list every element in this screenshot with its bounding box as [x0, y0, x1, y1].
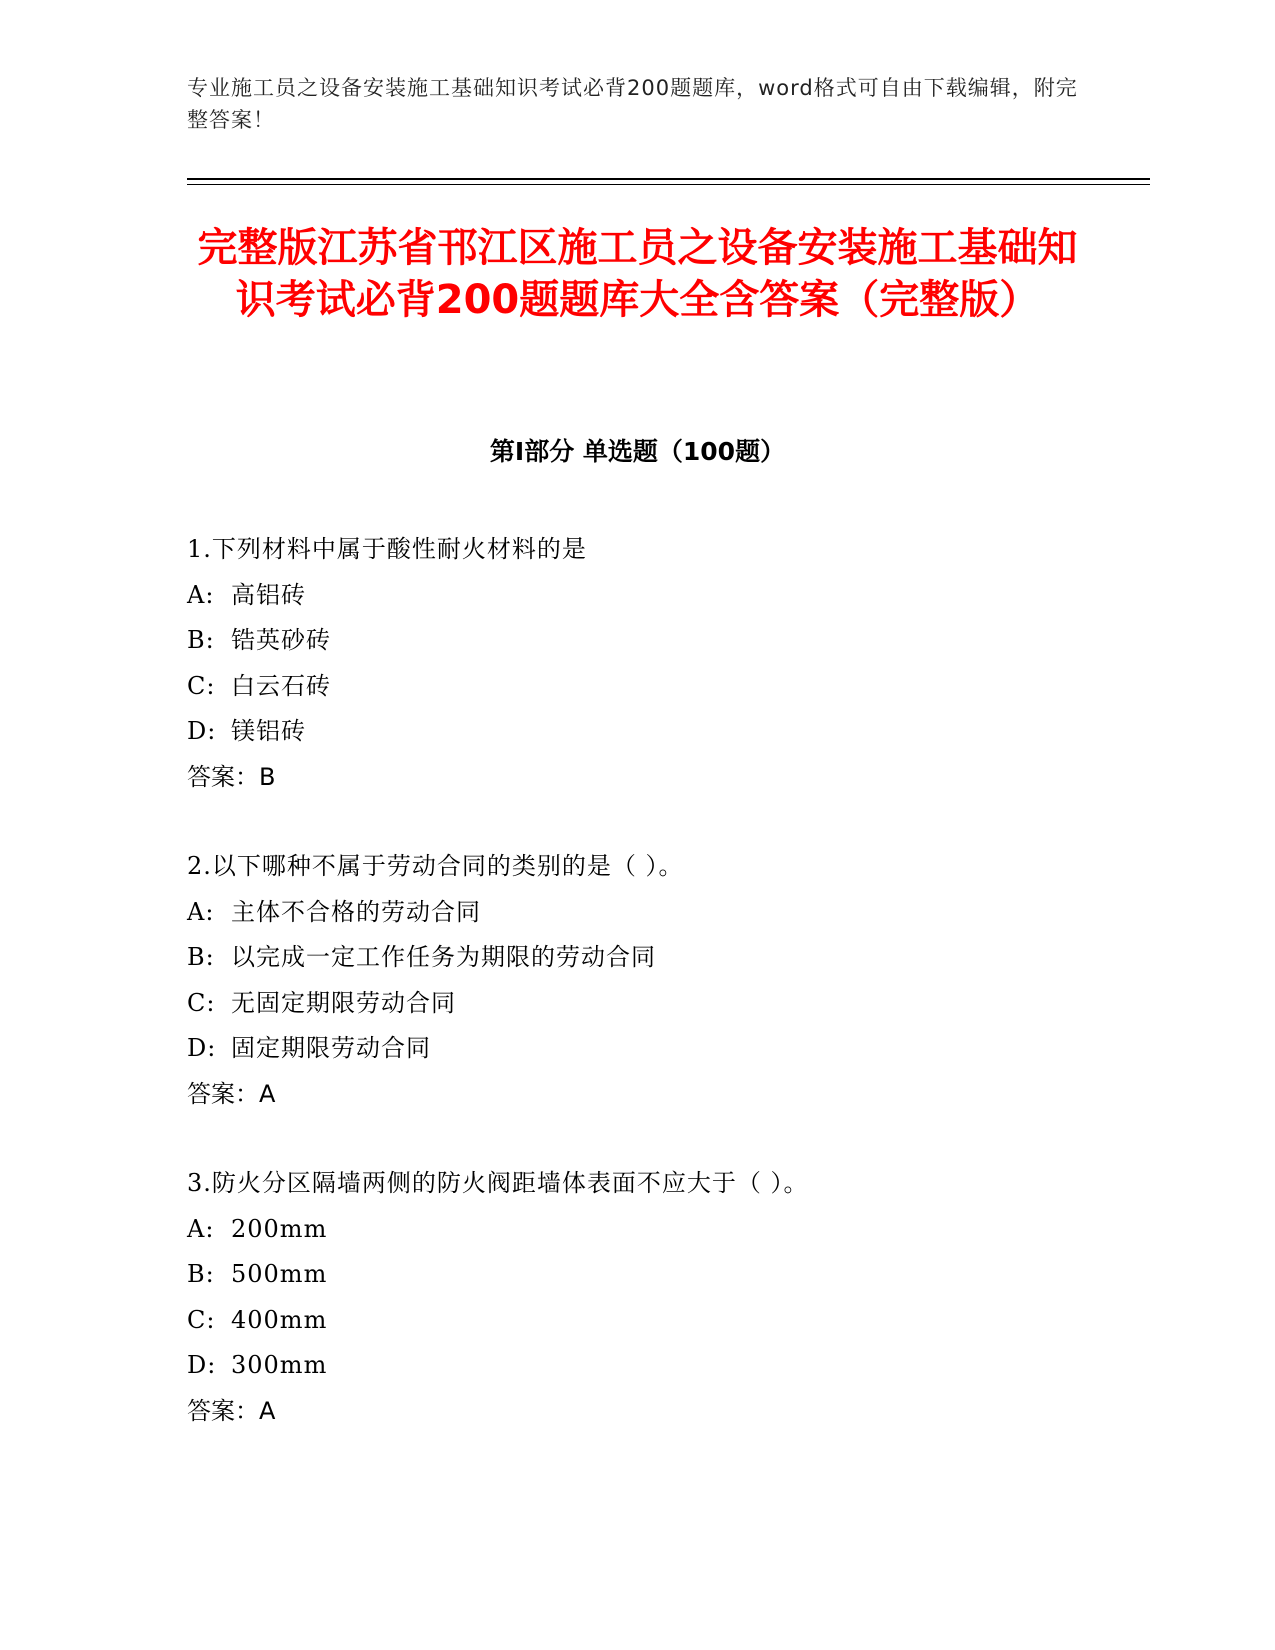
option-key: D:	[187, 1034, 217, 1062]
option-text: 白云石砖	[231, 671, 331, 700]
answer-value: A	[259, 1079, 276, 1108]
option-key: C:	[187, 671, 216, 700]
answer-label: 答案：	[187, 1079, 259, 1108]
option-text: 300mm	[231, 1351, 328, 1379]
option-text: 固定期限劳动合同	[231, 1034, 431, 1062]
option-key: D:	[187, 717, 217, 745]
option-text: 无固定期限劳动合同	[231, 988, 456, 1017]
option-text: 200mm	[231, 1214, 328, 1243]
option-c	[187, 1298, 1087, 1344]
option-text: 以完成一定工作任务为期限的劳动合同	[231, 943, 656, 971]
option-c	[187, 981, 1087, 1027]
option-text: 锆英砂砖	[231, 626, 331, 654]
option-a	[187, 890, 1087, 936]
option-c	[187, 664, 1087, 710]
option-d	[187, 1026, 1087, 1072]
option-d	[187, 709, 1087, 755]
option-text: 高铝砖	[231, 580, 306, 609]
answer	[187, 1389, 1087, 1435]
header-note: 专业施工员之设备安装施工基础知识考试必背200题题库，word格式可自由下载编辑，附完整答案！	[187, 76, 1078, 132]
section-heading: 第I部分 单选题（100题）	[489, 437, 786, 466]
answer	[187, 755, 1087, 801]
option-key: C:	[187, 988, 216, 1017]
option-a	[187, 573, 1087, 619]
option-b	[187, 618, 1087, 664]
option-key: B:	[187, 1260, 215, 1288]
option-key: A:	[187, 897, 215, 926]
option-key: B:	[187, 626, 215, 654]
question-stem: 2.以下哪种不属于劳动合同的类别的是（ ）。	[187, 852, 684, 880]
question-stem: 3.防火分区隔墙两侧的防火阀距墙体表面不应大于（ ）。	[187, 1169, 809, 1197]
option-key: A:	[187, 1214, 215, 1243]
option-key: A:	[187, 580, 215, 609]
answer-label: 答案：	[187, 762, 259, 791]
answer-value: B	[259, 762, 276, 791]
header-rule-thick	[187, 178, 1150, 180]
option-b	[187, 935, 1087, 981]
option-b	[187, 1252, 1087, 1298]
option-key: C:	[187, 1305, 216, 1334]
option-text: 镁铝砖	[231, 717, 306, 745]
answer-value: A	[259, 1396, 276, 1425]
question-2	[187, 844, 1087, 1117]
question-stem: 1.下列材料中属于酸性耐火材料的是	[187, 535, 587, 563]
option-text: 主体不合格的劳动合同	[231, 897, 481, 926]
option-d	[187, 1343, 1087, 1389]
question-list	[187, 527, 1087, 1478]
option-a	[187, 1207, 1087, 1253]
answer	[187, 1072, 1087, 1118]
option-key: D:	[187, 1351, 217, 1379]
question-3	[187, 1161, 1087, 1434]
question-1	[187, 527, 1087, 800]
header-rule-thin	[187, 184, 1150, 185]
document-title: 完整版江苏省邗江区施工员之设备安装施工基础知识考试必背200题题库大全含答案（完整版）	[197, 225, 1078, 323]
option-text: 400mm	[231, 1305, 328, 1334]
answer-label: 答案：	[187, 1396, 259, 1425]
option-text: 500mm	[231, 1260, 328, 1288]
option-key: B:	[187, 943, 215, 971]
